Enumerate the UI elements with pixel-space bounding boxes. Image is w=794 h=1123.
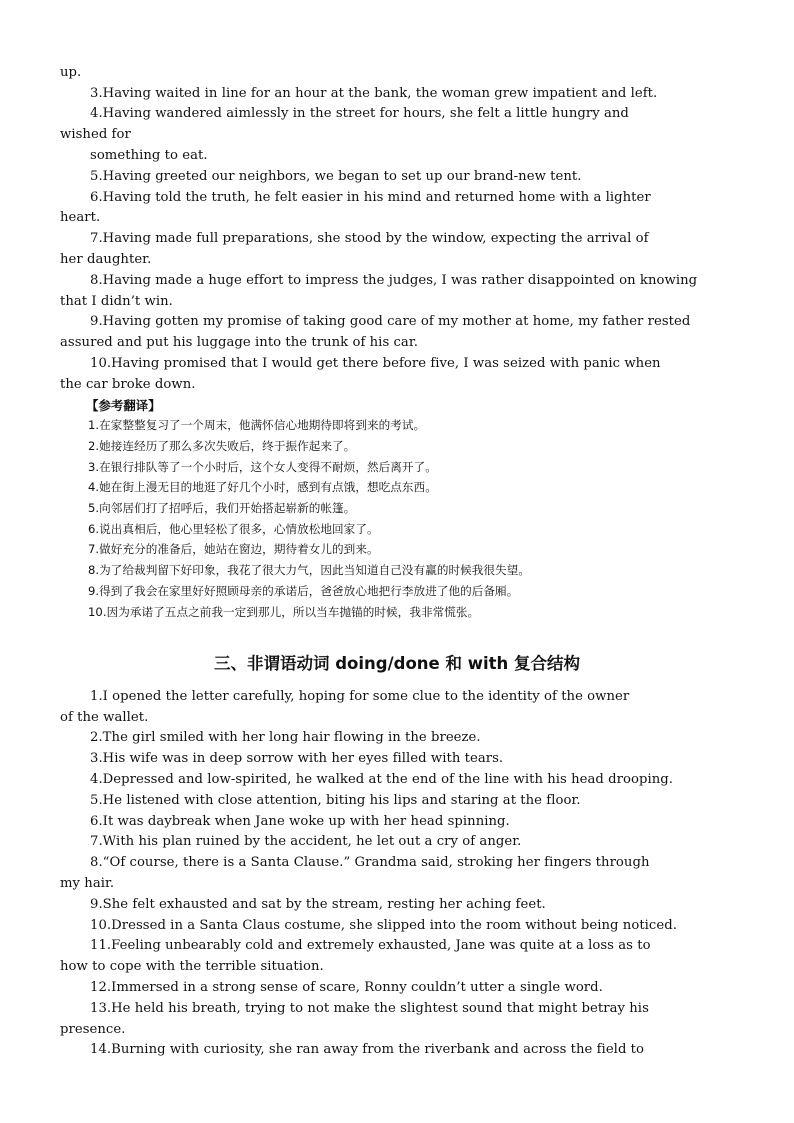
translation-6: 6.说出真相后，他心里轻松了很多，心情放松地回家了。 [88,522,379,536]
p3-sentence-1-line1: 1.I opened the letter carefully, hoping for some clue to the identity of the owner [90,689,630,704]
sentence-10-line2: the car broke down. [60,377,196,392]
p3-sentence-4: 4.Depressed and low-spirited, he walked at the end of the line with his head drooping. [90,772,674,787]
p3-sentence-7: 7.With his plan ruined by the accident, he let out a cry of anger. [90,834,522,849]
section-title: 三、非谓语动词 doing/done 和 with 复合结构 [214,654,580,673]
translation-9: 9.得到了我会在家里好好照顾母亲的承诺后，爸爸放心地把行李放进了他的后备厢。 [88,584,519,598]
translation-5: 5.向邻居们打了招呼后，我们开始搭起崭新的帐篷。 [88,501,356,515]
p3-sentence-8-line1: 8.“Of course, there is a Santa Clause.” Grandma said, stroking her fingers through [90,855,650,870]
p3-sentence-3: 3.His wife was in deep sorrow with her eyes filled with tears. [90,751,504,766]
translation-4: 4.她在街上漫无目的地逛了好几个小时，感到有点饿，想吃点东西。 [88,480,437,494]
p3-sentence-13-line2: presence. [60,1022,126,1037]
translation-1: 1.在家整整复习了一个周末，他满怀信心地期待即将到来的考试。 [88,418,426,432]
p3-sentence-1-line2: of the wallet. [60,710,149,725]
sentence-7-line1: 7.Having made full preparations, she stood by the window, expecting the arrival of [90,231,649,246]
reference-translation-heading: 【参考翻译】 [86,398,161,413]
p3-sentence-9: 9.She felt exhausted and sat by the stream, resting her aching feet. [90,897,546,912]
p3-sentence-13-line1: 13.He held his breath, trying to not make the slightest sound that might betray his [90,1001,649,1016]
sentence-4-line1: 4.Having wandered aimlessly in the street for hours, she felt a little hungry and [90,106,629,121]
sentence-3: 3.Having waited in line for an hour at the bank, the woman grew impatient and left. [90,86,658,101]
p3-sentence-5: 5.He listened with close attention, biting his lips and staring at the floor. [90,793,581,808]
sentence-4-line3: something to eat. [90,148,208,163]
translation-10: 10.因为承诺了五点之前我一定到那儿，所以当车抛锚的时候，我非常慌张。 [88,605,480,619]
p3-sentence-8-line2: my hair. [60,876,115,891]
sentence-8-line1: 8.Having made a huge effort to impress the judges, I was rather disappointed on knowing [90,273,698,288]
sentence-9-line1: 9.Having gotten my promise of taking good care of my mother at home, my father rested [90,314,691,329]
sentence-8-line2: that I didn’t win. [60,294,173,309]
translation-3: 3.在银行排队等了一个小时后，这个女人变得不耐烦，然后离开了。 [88,460,437,474]
sentence-10-line1: 10.Having promised that I would get there before five, I was seized with panic when [90,356,661,371]
translation-7: 7.做好充分的准备后，她站在窗边，期待着女儿的到来。 [88,542,379,556]
sentence-4-line2: wished for [60,127,131,142]
p3-sentence-11-line1: 11.Feeling unbearably cold and extremely exhausted, Jane was quite at a loss as to [90,938,651,953]
sentence-2-tail: up. [60,65,82,80]
p3-sentence-10: 10.Dressed in a Santa Claus costume, she slipped into the room without being noticed. [90,918,677,933]
translation-2: 2.她接连经历了那么多次失败后，终于振作起来了。 [88,439,356,453]
sentence-5: 5.Having greeted our neighbors, we began to set up our brand-new tent. [90,169,582,184]
p3-sentence-6: 6.It was daybreak when Jane woke up with her head spinning. [90,814,510,829]
p3-sentence-12: 12.Immersed in a strong sense of scare, Ronny couldn’t utter a single word. [90,980,603,995]
sentence-6-line2: heart. [60,210,101,225]
p3-sentence-14: 14.Burning with curiosity, she ran away from the riverbank and across the field to [90,1042,645,1057]
sentence-6-line1: 6.Having told the truth, he felt easier in his mind and returned home with a lighter [90,190,651,205]
translation-8: 8.为了给裁判留下好印象，我花了很大力气，因此当知道自己没有赢的时候我很失望。 [88,563,530,577]
sentence-9-line2: assured and put his luggage into the trunk of his car. [60,335,418,350]
p3-sentence-2: 2.The girl smiled with her long hair flowing in the breeze. [90,730,481,745]
p3-sentence-11-line2: how to cope with the terrible situation. [60,959,324,974]
sentence-7-line2: her daughter. [60,252,152,267]
